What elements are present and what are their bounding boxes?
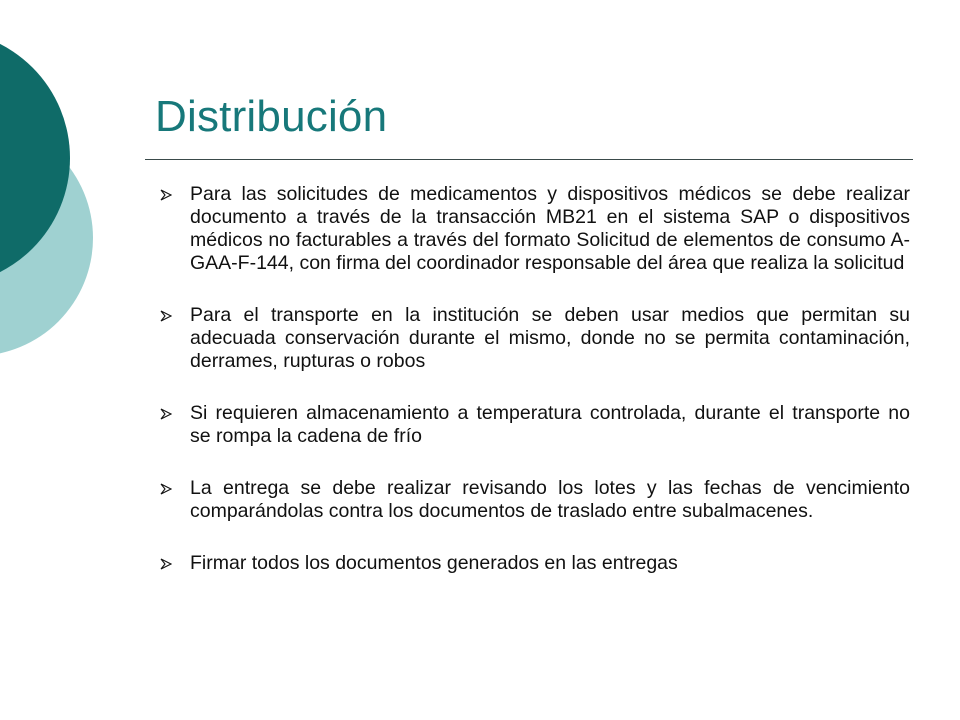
bullet-item-firmar xyxy=(158,552,910,575)
title-underline xyxy=(145,159,913,160)
slide-title: Distribución xyxy=(155,92,388,141)
bullet-text: Firmar todos los documentos generados en las entregas xyxy=(190,552,678,574)
arrowhead-bullet-icon xyxy=(160,408,172,420)
bullet-item-temperatura xyxy=(158,402,910,448)
bullet-text: Para las solicitudes de medicamentos y dispositivos médicos se debe realizar documento a través de la transacción MB21 en el sistema SAP o dispositivos médicos no facturables a través del formato Solicitud de elementos de consumo A-GAA-F-144, con firma del coordinador responsable del área que realiza la solicitud xyxy=(190,183,910,274)
bullet-text: Para el transporte en la institución se deben usar medios que permitan su adecuada conservación durante el mismo, donde no se permita contaminación, derrames, rupturas o robos xyxy=(190,304,910,372)
arrowhead-bullet-icon xyxy=(160,189,172,201)
bullet-item-transporte xyxy=(158,304,910,373)
bullet-item-solicitudes xyxy=(158,183,910,275)
bullet-text: La entrega se debe realizar revisando los lotes y las fechas de vencimiento comparándolas contra los documentos de traslado entre subalmacenes. xyxy=(190,477,910,522)
arrowhead-bullet-icon xyxy=(160,310,172,322)
bullet-item-entrega xyxy=(158,477,910,523)
teal-circles-decoration xyxy=(0,0,160,400)
bullet-list xyxy=(158,183,910,575)
arrowhead-bullet-icon xyxy=(160,558,172,570)
arrowhead-bullet-icon xyxy=(160,483,172,495)
bullet-text: Si requieren almacenamiento a temperatura controlada, durante el transporte no se rompa la cadena de frío xyxy=(190,402,910,447)
